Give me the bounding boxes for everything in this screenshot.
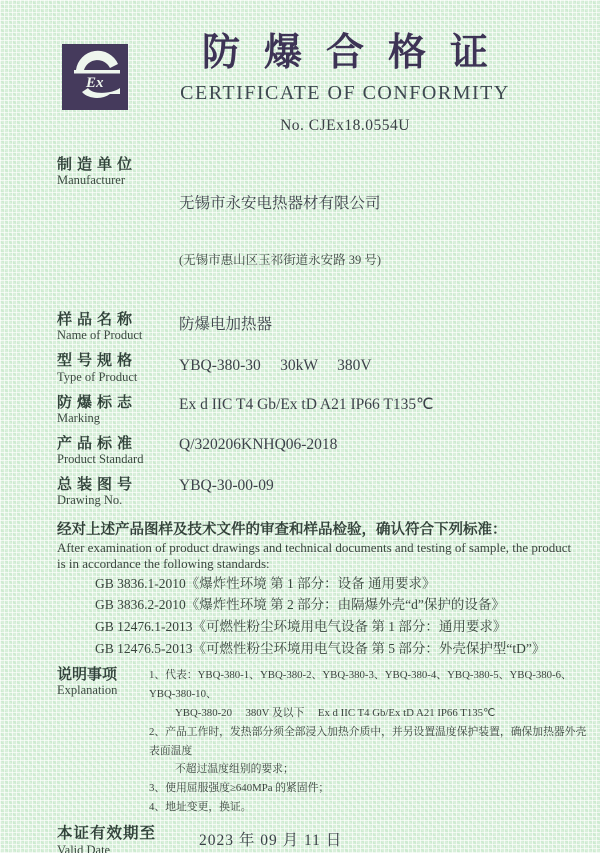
standard-item: GB 12476.1-2013《可燃性粉尘环境用电气设备 第 1 部分：通用要求》 [95,619,507,635]
logo-ex-text: Ex [86,75,104,91]
field-label-en: Drawing No. [57,493,123,508]
field-value: YBQ-380-30 30kW 380V [179,357,372,375]
field-label-cn: 样品名称 [57,311,138,328]
standards-intro-en2: is in accordance the following standards: [57,556,270,572]
field-label-en: Manufacturer [57,173,126,188]
ex-certification-logo-icon [62,44,128,110]
explanation-line: 3、使用屈服强度≥640MPa 的紧固件； [149,782,330,795]
field-value: 防爆电加热器 [179,316,273,333]
certificate-title-en: CERTIFICATE OF CONFORMITY [180,81,510,104]
field-label-cn: 制造单位 [57,156,138,173]
field-label-cn: 型号规格 [57,352,138,370]
field-value: Ex d IIC T4 Gb/Ex tD A21 IP66 T135℃ [179,395,434,413]
explanation-line: 4、地址变更，换证。 [149,801,252,814]
field-value: 无锡市永安电热器材有限公司 [179,195,381,212]
certificate-fields [0,142,600,508]
field-label-en: Marking [57,410,101,425]
valid-date-value: 2023 年 09 月 11 日 [199,832,343,850]
certificate-header [0,0,600,142]
valid-date-label-cn: 本证有效期至 [57,825,157,843]
explanation-line: 2、产品工作时，发热部分须全部浸入加热介质中，并另设置温度保护装置，确保加热器外壳表面温度 [149,725,587,757]
field-label-cn: 产品标准 [57,434,138,452]
field-label-cn: 防爆标志 [57,393,138,411]
explanation-section [0,660,600,817]
field-row-product-name [57,311,600,343]
valid-date-label-en: Valid Date [57,842,111,853]
field-subvalue: (无锡市惠山区玉祁街道永安路 39 号) [179,253,382,267]
explanation-line: 不超过温度组别的要求； [175,763,294,776]
explanation-line: YBQ-380-20 380V 及以下 Ex d IIC T4 Gb/Ex tD A21 IP66 T135℃ [175,706,496,719]
validity-section [0,817,600,853]
field-label-en: Product Standard [57,452,144,466]
field-row-product-standard [57,435,600,467]
certificate-number: No. CJEx18.0554U [280,116,410,134]
field-label-en: Type of Product [57,369,138,384]
explanation-label-en: Explanation [57,683,118,698]
field-row-marking [57,394,600,426]
explanation-line: 1、代表：YBQ-380-1、YBQ-380-2、YBQ-380-3、YBQ-380-4、YBQ-380-5、YBQ-380-6、YBQ-380-10、 [149,669,572,700]
standard-item: GB 3836.2-2010《爆炸性环境 第 2 部分：由隔爆外壳“d”保护的设备》 [95,597,505,613]
standards-intro-cn: 经对上述产品图样及技术文件的审查和样品检验，确认符合下列标准： [57,522,507,539]
field-row-type [57,352,600,384]
explanation-label-cn: 说明事项 [57,666,118,684]
field-label-en: Name of Product [57,328,143,343]
standards-section [0,517,600,660]
field-row-manufacturer [57,156,600,302]
field-value: YBQ-30-00-09 [179,477,274,494]
standard-item: GB 12476.5-2013《可燃性粉尘环境用电气设备 第 5 部分：外壳保护型“tD”》 [95,641,546,657]
field-label-cn: 总装图号 [57,476,138,493]
field-row-drawing-no [57,476,600,508]
title-block [150,34,540,135]
certificate-title-cn: 防爆合格证 [201,32,512,74]
standard-item: GB 3836.1-2010《爆炸性环境 第 1 部分：设备 通用要求》 [95,575,436,591]
standards-intro-en1: After examination of product drawings and technical documents and testing of sample, the product [57,540,572,556]
field-value: Q/320206KNHQ06-2018 [179,435,338,453]
